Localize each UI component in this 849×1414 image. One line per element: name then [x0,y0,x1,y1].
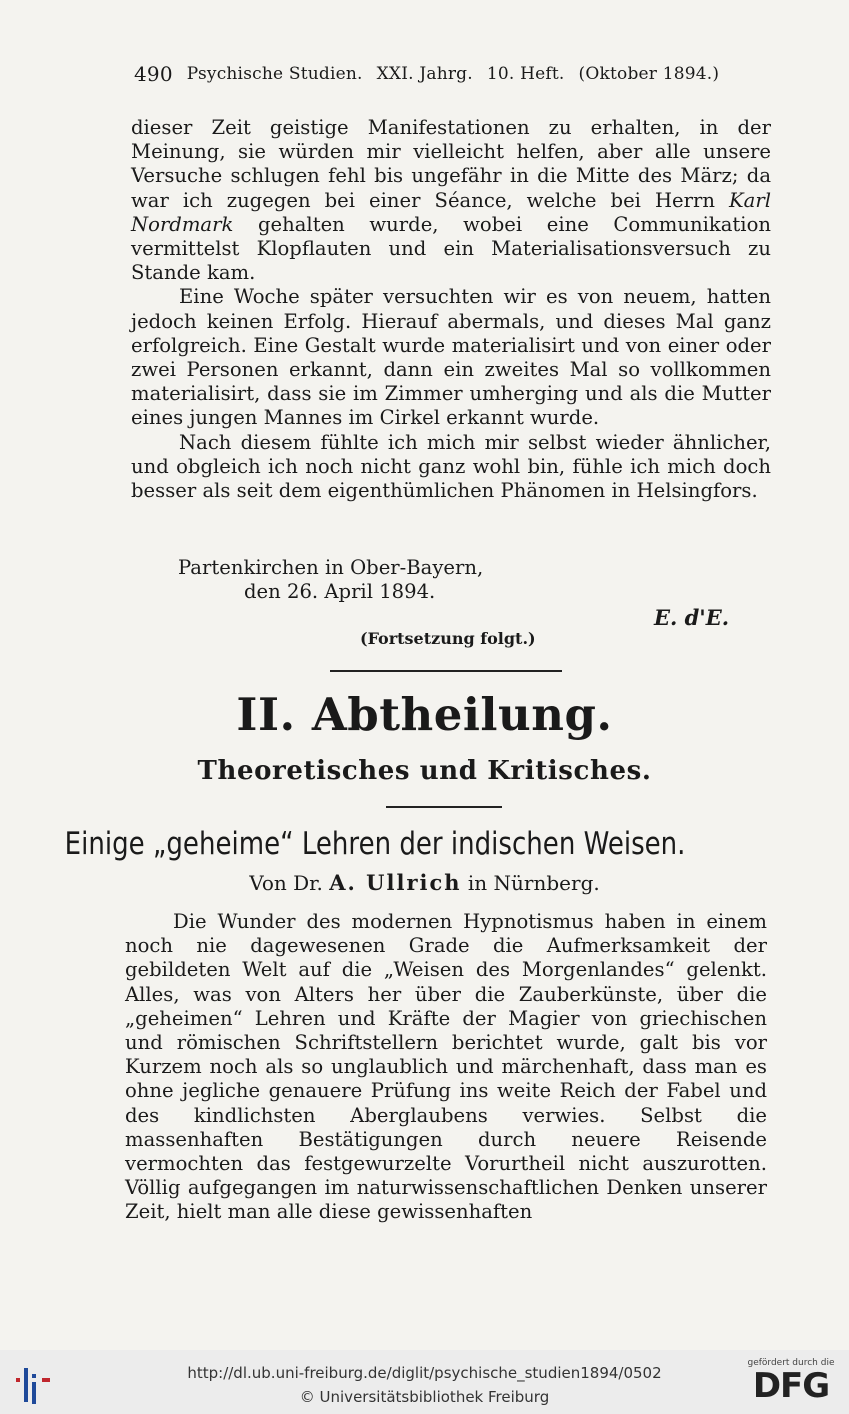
dfg-logo [743,1358,839,1404]
running-header [134,64,754,86]
journal-name: Psychische Studien. [186,64,363,84]
continuation-note: (Fortsetzung folgt.) [360,629,536,648]
divider-rule-short [386,806,502,808]
paragraph-1-text: dieser Zeit geistige Manifestationen zu erhalten, in der Meinung, sie würden mir vielleicht helfen, aber alle unsere Versuche schlugen fehl bis ungefähr in die Mitte des März; da war ich zugegen bei einer Séance, welche bei Herrn [131,116,771,212]
signature: E. d'E. [654,605,730,630]
byline [0,870,849,895]
permalink-url[interactable]: http://dl.ub.uni-freiburg.de/diglit/psychische_studien1894/0502 [187,1364,662,1382]
place-date [178,556,483,604]
person-name: Karl Nordmark [131,188,771,236]
article-title: Einige „geheime“ Lehren der indischen Weisen. [64,826,686,862]
dfg-wordmark: DFG [752,1366,830,1406]
dfg-caption: gefördert durch die [747,1358,835,1368]
paragraph-2: Eine Woche später versuchten wir es von neuem, hatten jedoch keinen Erfolg. Hierauf abermals, und dieses Mal ganz erfolgreich. Eine Gestalt wurde materialisirt und von einer oder zwei Personen erkannt, dann ein zweites Mal so vollkommen materialisirt, dass sie im Zimmer umherging und als die Mutter eines jungen Mannes im Cirkel erkannt wurde. [131,285,771,430]
paragraph-1 [131,116,771,285]
paragraph-3: Nach diesem fühlte ich mich mir selbst wieder ähnlicher, und obgleich ich noch nicht ganz wohl bin, fühle ich mich doch besser als seit dem eigenthümlichen Phänomen in Helsingfors. [131,430,771,503]
issue-date: (Oktober 1894.) [578,64,720,84]
byline-suffix: in Nürnberg. [467,871,600,895]
date-line: den 26. April 1894. [244,580,436,604]
copyright-notice: © Universitätsbibliothek Freiburg [299,1388,550,1406]
divider-rule [330,670,562,672]
byline-prefix: Von Dr. [249,871,323,895]
viewer-footer [0,1350,849,1414]
page-number: 490 [134,62,173,86]
volume: XXI. Jahrg. [376,64,473,84]
issue: 10. Heft. [486,64,565,84]
author-name: A. Ullrich [329,870,462,895]
letter-text [131,116,771,503]
place-line: Partenkirchen in Ober-Bayern, [178,556,484,579]
section-subtitle: Theoretisches und Kritisches. [197,756,652,786]
paragraph-1-rest: gehalten wurde, wobei eine Communikation vermittelst Klopflauten und ein Materialisationsversuch zu Stande kam. [131,212,771,285]
section-title: II. Abtheilung. [236,688,613,741]
article-body [125,910,767,1225]
article-paragraph: Die Wunder des modernen Hypnotismus haben in einem noch nie dagewesenen Grade die Aufmerksamkeit der gebildeten Welt auf die „Weisen des Morgenlandes“ gelenkt. Alles, was von Alters her über die Zauberkünste, über die „geheimen“ Lehren und Kräfte der Magier von griechischen und römischen Schriftstellern berichtet wurde, galt bis vor Kurzem noch als so unglaublich und märchenhaft, dass man es ohne jegliche genauere Prüfung ins weite Reich der Fabel und des kindlichsten Aberglaubens verwies. Selbst die massenhaften Bestätigungen durch neuere Reisende vermochten das festgewurzelte Vorurtheil nicht auszurotten. Völlig aufgegangen im naturwissenschaftlichen Denken unserer Zeit, hielt man alle diese gewissenhaften [125,910,767,1224]
